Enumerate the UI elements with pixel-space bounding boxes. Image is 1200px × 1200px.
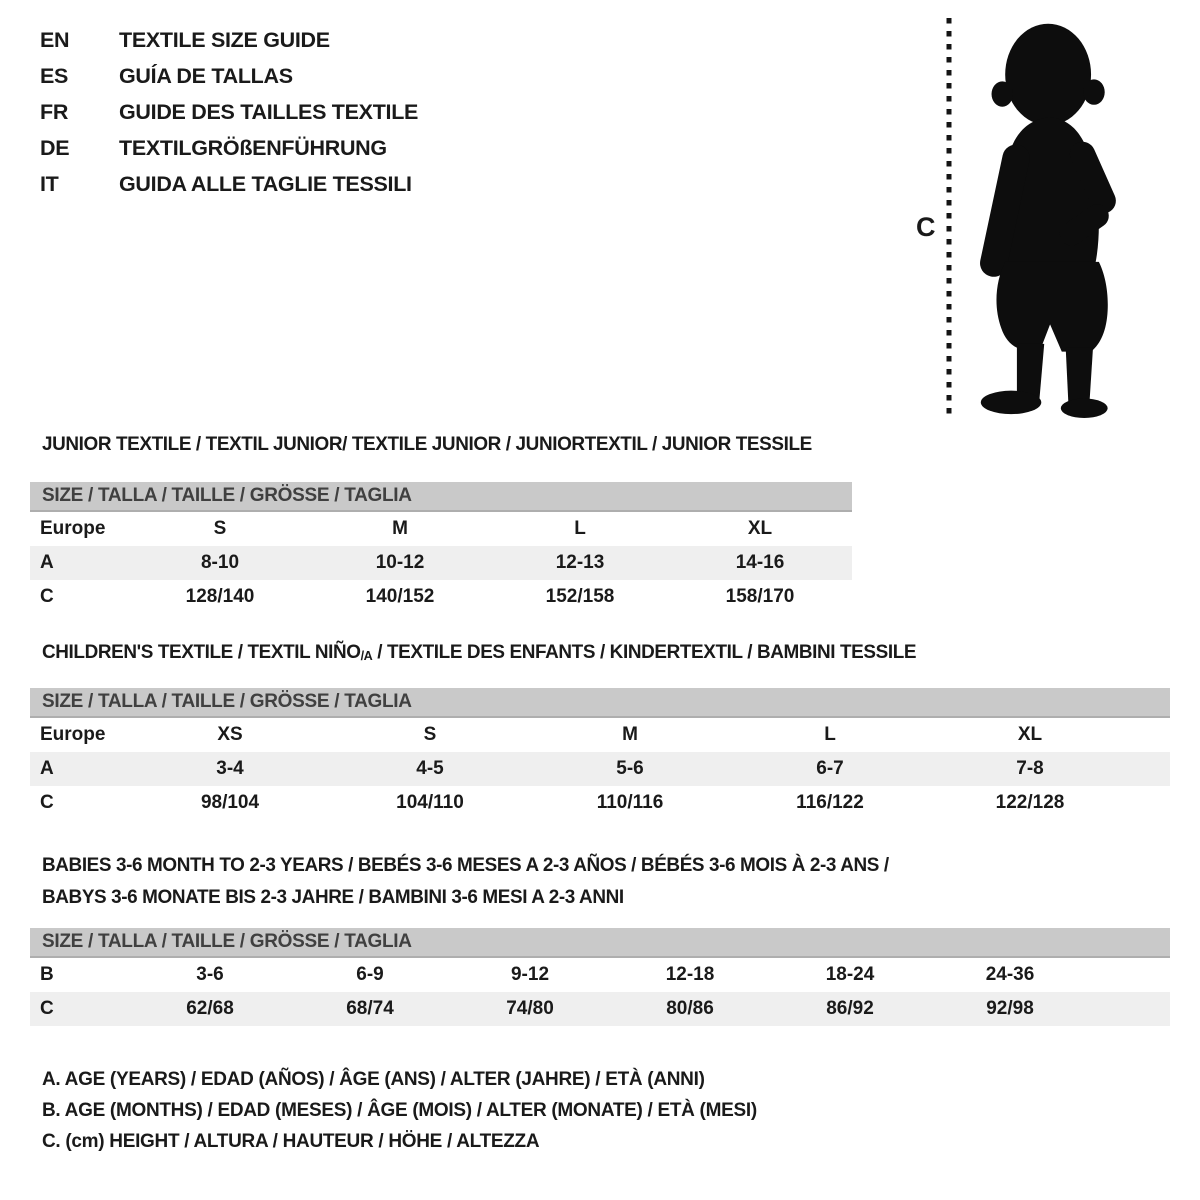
table-row-europe xyxy=(30,512,852,546)
language-row-en xyxy=(40,22,418,58)
table-row-age xyxy=(30,546,852,580)
table-row-age xyxy=(30,752,1170,786)
legend-line-b: B. AGE (MONTHS) / EDAD (MESES) / ÂGE (MOIS) / ALTER (MONATE) / ETÀ (MESI) xyxy=(42,1100,757,1121)
size-cell: 152/158 xyxy=(545,586,615,607)
size-cell: 74/80 xyxy=(506,998,554,1019)
height-dashed-line-icon xyxy=(944,18,954,416)
language-label: TEXTILE SIZE GUIDE xyxy=(119,28,330,52)
table-row-europe xyxy=(30,718,1170,752)
size-header-bar: SIZE / TALLA / TAILLE / GRÖSSE / TAGLIA xyxy=(30,482,852,512)
language-code: ES xyxy=(40,64,69,88)
size-cell: 140/152 xyxy=(365,586,435,607)
heading-line-1: BABIES 3-6 MONTH TO 2-3 YEARS / BEBÉS 3-6 MESES A 2-3 AÑOS / BÉBÉS 3-6 MOIS À 2-3 ANS / xyxy=(42,854,889,876)
size-cell: 4-5 xyxy=(416,758,444,779)
legend-line-c: C. (cm) HEIGHT / ALTURA / HAUTEUR / HÖHE / ALTEZZA xyxy=(42,1131,540,1152)
heading-text: CHILDREN'S TEXTILE / TEXTIL NIÑO xyxy=(42,641,361,663)
size-cell: 62/68 xyxy=(186,998,234,1019)
row-label: B xyxy=(40,964,54,985)
size-cell: 116/122 xyxy=(796,792,864,813)
size-cell: 128/140 xyxy=(185,586,255,607)
size-cell: 98/104 xyxy=(200,792,260,813)
size-cell: 10-12 xyxy=(375,552,425,573)
size-cell: XL xyxy=(747,518,773,539)
row-label: C xyxy=(40,998,54,1019)
size-cell: 3-6 xyxy=(196,964,224,985)
heading-text: / TEXTILE DES ENFANTS / KINDERTEXTIL / BAMBINI TESSILE xyxy=(372,641,917,663)
height-measure-c-label: C xyxy=(916,212,936,242)
row-label: Europe xyxy=(40,724,106,745)
heading-line-2: BABYS 3-6 MONATE BIS 2-3 JAHRE / BAMBINI 3-6 MESI A 2-3 ANNI xyxy=(42,886,624,908)
language-row-es xyxy=(40,58,418,94)
language-code: EN xyxy=(40,28,70,52)
size-cell: 6-9 xyxy=(356,964,384,985)
size-cell: 110/116 xyxy=(596,792,664,813)
size-cell: 86/92 xyxy=(826,998,874,1019)
size-cell: 80/86 xyxy=(666,998,714,1019)
size-cell: 18-24 xyxy=(825,964,875,985)
language-row-de xyxy=(40,130,418,166)
table-row-height xyxy=(30,580,852,614)
size-cell: XS xyxy=(217,724,243,745)
size-cell: 68/74 xyxy=(346,998,394,1019)
language-label: TEXTILGRÖßENFÜHRUNG xyxy=(119,136,387,160)
size-header-bar: SIZE / TALLA / TAILLE / GRÖSSE / TAGLIA xyxy=(30,928,1170,958)
language-label: GUÍA DE TALLAS xyxy=(119,64,293,88)
size-cell: M xyxy=(392,518,408,539)
size-cell: XL xyxy=(1017,724,1043,745)
size-cell: 3-4 xyxy=(216,758,244,779)
children-size-table xyxy=(30,688,1170,820)
size-cell: 6-7 xyxy=(816,758,844,779)
size-cell: 8-10 xyxy=(200,552,240,573)
language-label: GUIDA ALLE TAGLIE TESSILI xyxy=(119,172,412,196)
size-cell: 92/98 xyxy=(986,998,1034,1019)
size-cell: M xyxy=(622,724,638,745)
size-cell: 9-12 xyxy=(510,964,550,985)
size-cell: 14-16 xyxy=(735,552,785,573)
row-label: C xyxy=(40,792,54,813)
language-row-fr xyxy=(40,94,418,130)
section-heading-junior: JUNIOR TEXTILE / TEXTIL JUNIOR/ TEXTILE JUNIOR / JUNIORTEXTIL / JUNIOR TESSILE xyxy=(42,433,812,455)
junior-size-table xyxy=(30,482,852,614)
language-code: IT xyxy=(40,172,59,196)
size-cell: S xyxy=(213,518,227,539)
babies-size-table xyxy=(30,928,1170,1026)
size-cell: L xyxy=(574,518,586,539)
row-label: C xyxy=(40,586,54,607)
size-cell: S xyxy=(423,724,437,745)
baby-silhouette-icon xyxy=(966,16,1140,418)
size-cell: 104/110 xyxy=(396,792,464,813)
language-list xyxy=(40,22,418,202)
language-row-it xyxy=(40,166,418,202)
size-cell: 5-6 xyxy=(616,758,644,779)
size-cell: 7-8 xyxy=(1016,758,1044,779)
size-cell: L xyxy=(824,724,836,745)
size-cell: 12-18 xyxy=(665,964,715,985)
size-cell: 24-36 xyxy=(985,964,1035,985)
heading-subscript: /A xyxy=(360,648,373,663)
size-header-bar: SIZE / TALLA / TAILLE / GRÖSSE / TAGLIA xyxy=(30,688,1170,718)
section-heading-children xyxy=(42,641,916,664)
row-label: A xyxy=(40,758,54,779)
row-label: Europe xyxy=(40,518,106,539)
size-cell: 122/128 xyxy=(995,792,1065,813)
language-code: FR xyxy=(40,100,69,124)
language-code: DE xyxy=(40,136,70,160)
size-cell: 158/170 xyxy=(725,586,795,607)
size-cell: 12-13 xyxy=(555,552,605,573)
table-row-months xyxy=(30,958,1170,992)
section-heading-babies xyxy=(42,849,889,913)
row-label: A xyxy=(40,552,54,573)
table-row-height xyxy=(30,992,1170,1026)
legend-line-a: A. AGE (YEARS) / EDAD (AÑOS) / ÂGE (ANS) / ALTER (JAHRE) / ETÀ (ANNI) xyxy=(42,1069,705,1090)
language-label: GUIDE DES TAILLES TEXTILE xyxy=(119,100,419,124)
measure-legend xyxy=(42,1064,757,1157)
table-row-height xyxy=(30,786,1170,820)
